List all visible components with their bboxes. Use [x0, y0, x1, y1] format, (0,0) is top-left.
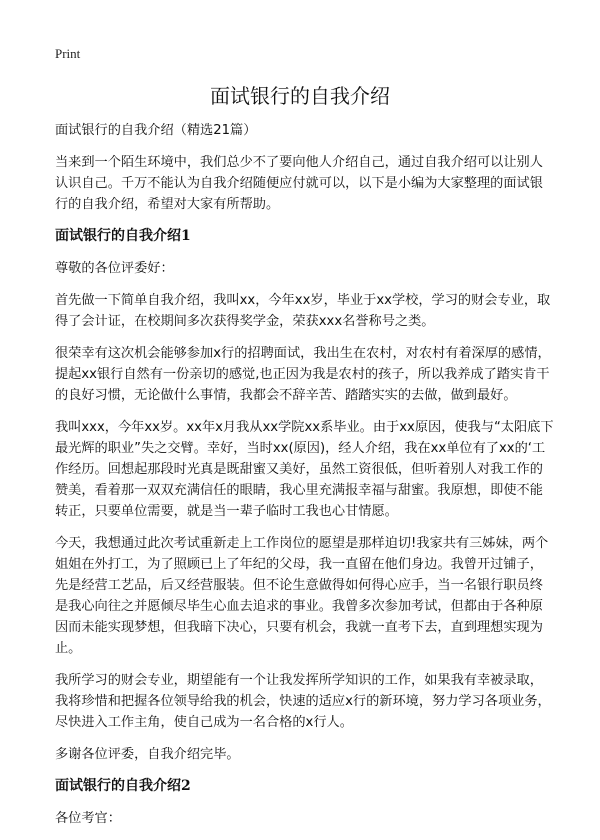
- body-paragraph: 很荣幸有这次机会能够参加x行的招聘面试，我出生在农村，对农村有着深厚的感情，提起xx银行自然有一份亲切的感觉,也正因为我是农村的孩子，所以我养成了踏实肯干的良好习惯，无论做什么事情，我都会不辞辛苦、踏踏实实的去做，做到最好。: [55, 346, 551, 403]
- article-subtitle: 面试银行的自我介绍（精选21篇）: [55, 123, 257, 138]
- body-paragraph: 我叫xxx，今年xx岁。xx年x月我从xx学院xx系毕业。由于xx原因，使我与“太阳底下最光辉的职业”失之交臂。幸好，当时xx(原因)，经人介绍，我在xx单位有了xx的‘工作经历。回想起那段时光真是既甜蜜又美好，虽然工资很低，但听着别人对我工作的赞美，看着那一双双充满信任的眼睛，我心里充满报幸福与甜蜜。我原想，即使不能转正，只要单位需要，就是当一辈子临时工我也心甘情愿。: [55, 420, 554, 519]
- section-heading-text: 面试银行的自我介绍: [55, 778, 181, 794]
- section-number: 2: [181, 778, 191, 794]
- body-paragraph: 多谢各位评委，自我介绍完毕。: [55, 747, 240, 762]
- intro-paragraph: 当来到一个陌生环境中，我们总少不了要向他人介绍自己，通过自我介绍可以让别人认识自己。千万不能认为自我介绍随便应付就可以，以下是小编为大家整理的面试银行的自我介绍，希望对大家有所帮助。: [55, 155, 543, 212]
- section-heading-text: 面试银行的自我介绍: [55, 228, 181, 244]
- section-heading-1: [55, 226, 555, 247]
- section-heading-2: [55, 776, 555, 797]
- section-number: 1: [181, 228, 191, 244]
- body-paragraph: 首先做一下简单自我介绍，我叫xx，今年xx岁，毕业于xx学校，学习的财会专业，取得了会计证，在校期间多次获得奖学金，荣获xxx名誉称号之类。: [55, 293, 551, 329]
- body-paragraph: 今天，我想通过此次考试重新走上工作岗位的愿望是那样迫切!我家共有三姊妹，两个姐姐在外打工，为了照顾已上了年纪的父母，我一直留在他们身边。我曾开过铺子，先是经营工艺品，后又经营服装。但不论生意做得如何得心应手，当一名银行职员终是我心向往之并愿倾尽毕生心血去追求的事业。我曾多次参加考试，但都由于各种原因而未能实现梦想，但我暗下决心，只要有机会，我就一直考下去，直到理想实现为止。: [55, 536, 549, 656]
- section-greeting: 尊敬的各位评委好：: [55, 261, 174, 276]
- page-title: 面试银行的自我介绍: [210, 84, 390, 108]
- article-content: [55, 120, 555, 840]
- print-link[interactable]: Print: [55, 46, 81, 61]
- section-greeting: 各位考官：: [55, 811, 121, 826]
- body-paragraph: 我所学习的财会专业，期望能有一个让我发挥所学知识的工作，如果我有幸被录取，我将珍惜和把握各位领导给我的机会，快速的适应x行的新环境，努力学习各项业务，尽快进入工作主角，使自己成为一名合格的x行人。: [55, 673, 551, 730]
